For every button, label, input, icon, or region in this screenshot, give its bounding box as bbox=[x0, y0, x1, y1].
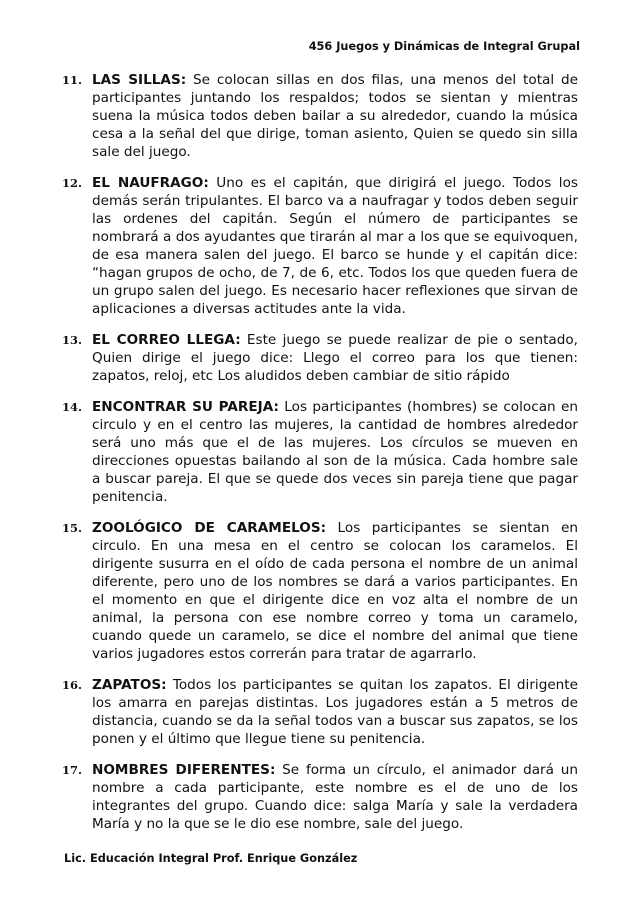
item-number: 11. bbox=[62, 73, 83, 87]
games-list bbox=[62, 71, 578, 846]
item-title: EL CORREO LLEGA: bbox=[92, 332, 241, 348]
item-title: LAS SILLAS: bbox=[92, 72, 187, 88]
item-body: Uno es el capitán, que dirigirá el juego. Todos los demás serán tripulantes. El barco va a naufragar y todos deben seguir las ordenes del capitán. Según el número de participantes se nombrará a dos ayudantes que tirarán al mar a los que se equivoquen, de esa manera salen del juego. El barco se hunde y el capitán dice: “hagan grupos de ocho, de 7, de 6, etc. Todos los que queden fuera de un grupo salen del juego. Es necesario hacer reflexiones que sirvan de aplicaciones a diversas actitudes ante la vida. bbox=[92, 175, 578, 317]
item-title: ZAPATOS: bbox=[92, 677, 167, 693]
list-item bbox=[62, 519, 578, 663]
item-title: EL NAUFRAGO: bbox=[92, 175, 209, 191]
item-body: Este juego se puede realizar de pie o sentado, Quien dirige el juego dice: Llego el correo para los que tienen: zapatos, reloj, etc Los aludidos deben cambiar de sitio rápido bbox=[92, 332, 578, 384]
item-number: 16. bbox=[62, 678, 83, 692]
list-item bbox=[62, 331, 578, 385]
item-text bbox=[92, 398, 578, 506]
item-text bbox=[92, 71, 578, 161]
list-item bbox=[62, 761, 578, 833]
item-number: 17. bbox=[62, 763, 83, 777]
item-body: Se forma un círculo, el animador dará un nombre a cada participante, este nombre es el de uno de los integrantes del grupo. Cuando dice: salga María y sale la verdadera María y no la que se le dio ese nombre, sale del juego. bbox=[92, 762, 578, 832]
item-number: 13. bbox=[62, 333, 83, 347]
item-body: Se colocan sillas en dos filas, una menos del total de participantes juntando los respaldos; todos se sientan y mientras suena la música todos deben bailar a su alrededor, cuando la música cesa a la señal del que dirige, toman asiento, Quien se quedo sin silla sale del juego. bbox=[92, 72, 578, 160]
item-body: Todos los participantes se quitan los zapatos. El dirigente los amarra en parejas distintas. Los jugadores están a 5 metros de distancia, cuando se da la señal todos van a buscar sus zapatos, se los ponen y el último que llegue tiene su penitencia. bbox=[92, 677, 578, 747]
item-text bbox=[92, 331, 578, 385]
item-text bbox=[92, 174, 578, 318]
list-item bbox=[62, 71, 578, 161]
item-title: NOMBRES DIFERENTES: bbox=[92, 762, 276, 778]
item-text bbox=[92, 761, 578, 833]
item-title: ENCONTRAR SU PAREJA: bbox=[92, 399, 279, 415]
item-body: Los participantes (hombres) se colocan en circulo y en el centro las mujeres, la cantidad de hombres alrededor será uno más que el de las mujeres. Los círculos se mueven en direcciones opuestas bailando al son de la música. Cada hombre sale a buscar pareja. El que se quede dos veces sin pareja tiene que pagar penitencia. bbox=[92, 399, 578, 505]
item-text bbox=[92, 676, 578, 748]
item-text bbox=[92, 519, 578, 663]
page-header: 456 Juegos y Dinámicas de Integral Grupal bbox=[308, 40, 580, 53]
item-title: ZOOLÓGICO DE CARAMELOS: bbox=[92, 520, 327, 536]
list-item bbox=[62, 398, 578, 506]
item-number: 12. bbox=[62, 176, 83, 190]
list-item bbox=[62, 174, 578, 318]
item-number: 15. bbox=[62, 521, 83, 535]
page-footer: Lic. Educación Integral Prof. Enrique González bbox=[64, 852, 358, 865]
item-body: Los participantes se sientan en circulo. En una mesa en el centro se colocan los caramelos. El dirigente susurra en el oído de cada persona el nombre de un animal diferente, pero uno de los nombres se dará a varios participantes. En el momento en que el dirigente dice en voz alta el nombre de un animal, la persona con ese nombre correo y toma un caramelo, cuando quede un caramelo, se dice el nombre del animal que tiene varios jugadores estos correrán para tratar de agarrarlo. bbox=[92, 520, 578, 662]
item-number: 14. bbox=[62, 400, 83, 414]
list-item bbox=[62, 676, 578, 748]
